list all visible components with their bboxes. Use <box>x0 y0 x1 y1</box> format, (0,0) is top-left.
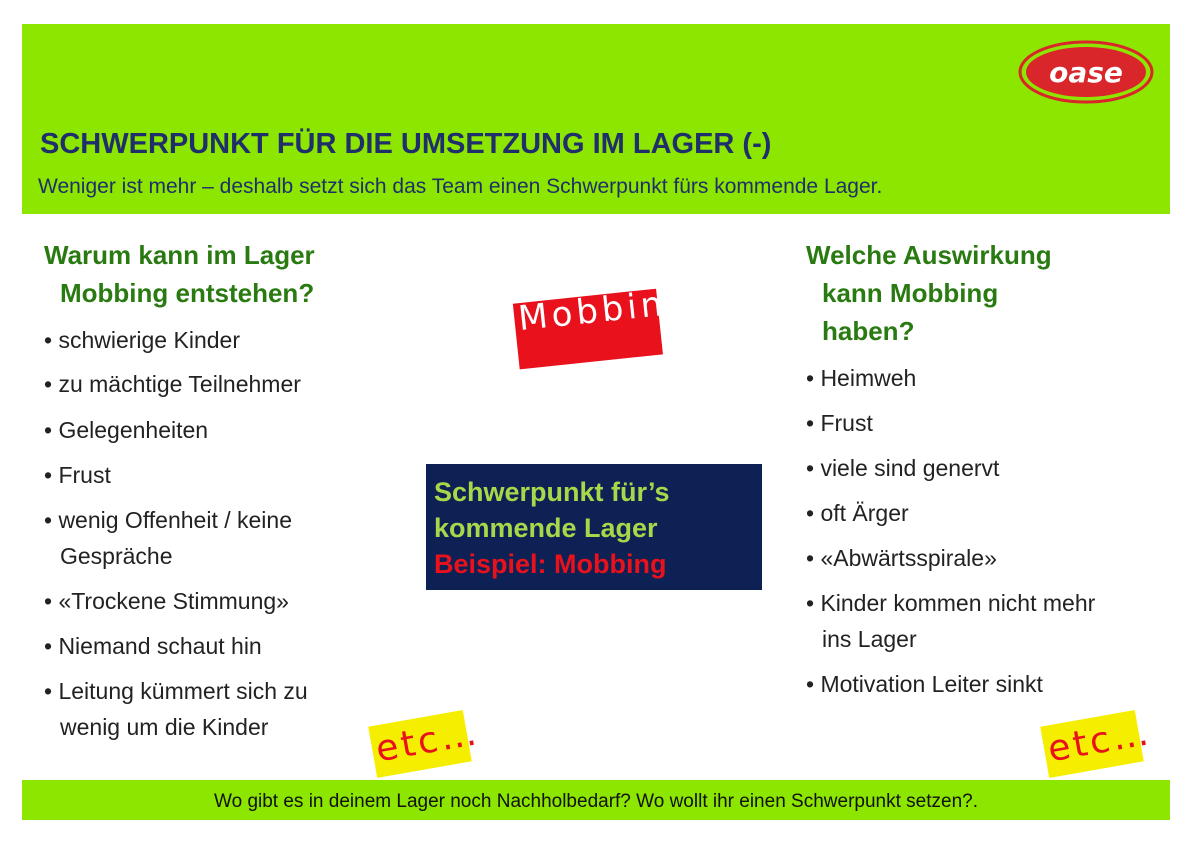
oase-logo <box>1018 40 1154 104</box>
footer-text: Wo gibt es in deinem Lager noch Nachholbedarf? Wo wollt ihr einen Schwerpunkt setzen?. <box>214 791 978 812</box>
left-question-line2: Mobbing entstehen? <box>60 278 315 308</box>
right-item: • viele sind genervt <box>806 455 1000 481</box>
left-item-line: wenig um die Kinder <box>60 714 269 740</box>
etc-label-right: etc… <box>1044 711 1155 771</box>
right-item-multiline <box>806 585 1095 657</box>
right-item: • «Abwärtsspirale» <box>806 545 997 571</box>
left-item: • «Trockene Stimmung» <box>44 588 289 614</box>
mobbing-tag <box>510 278 694 363</box>
left-item: • Gelegenheiten <box>44 417 209 443</box>
left-item-line: Gespräche <box>60 543 173 569</box>
left-item: • schwierige Kinder <box>44 327 240 353</box>
right-question-line2: kann Mobbing <box>822 278 999 308</box>
right-item-line: • Kinder kommen nicht mehr <box>806 590 1096 616</box>
left-item: • Frust <box>44 462 111 488</box>
left-question <box>44 236 315 312</box>
left-item-multiline <box>44 502 292 574</box>
focus-line1: Schwerpunkt für’s <box>434 477 670 507</box>
etc-sticker-right <box>1040 710 1155 778</box>
page-title: SCHWERPUNKT FÜR DIE UMSETZUNG IM LAGER (-) <box>40 128 772 160</box>
footer-banner <box>22 780 1170 820</box>
focus-box <box>426 464 762 590</box>
right-question <box>806 236 1052 350</box>
right-item: • Frust <box>806 410 873 436</box>
right-item: • oft Ärger <box>806 500 909 526</box>
right-question-line3: haben? <box>822 316 915 346</box>
logo-text: oase <box>1049 56 1123 89</box>
focus-line2: kommende Lager <box>434 513 658 543</box>
left-item-line: • wenig Offenheit / keine <box>44 507 293 533</box>
right-item: • Motivation Leiter sinkt <box>806 671 1043 697</box>
right-item-line: ins Lager <box>822 626 917 652</box>
etc-sticker-left <box>368 710 483 778</box>
left-question-line1: Warum kann im Lager <box>44 240 315 270</box>
mobbing-tag-label: Mobbing <box>516 281 694 340</box>
etc-label-left: etc… <box>372 711 483 771</box>
left-item: • zu mächtige Teilnehmer <box>44 371 301 397</box>
left-item-line: • Leitung kümmert sich zu <box>44 678 308 704</box>
left-item: • Niemand schaut hin <box>44 633 262 659</box>
left-item-multiline <box>44 673 308 745</box>
focus-example: Beispiel: Mobbing <box>434 549 667 579</box>
right-item: • Heimweh <box>806 365 917 391</box>
page-subtitle: Weniger ist mehr – deshalb setzt sich das Team einen Schwerpunkt fürs kommende Lager. <box>38 175 883 198</box>
right-question-line1: Welche Auswirkung <box>806 240 1052 270</box>
